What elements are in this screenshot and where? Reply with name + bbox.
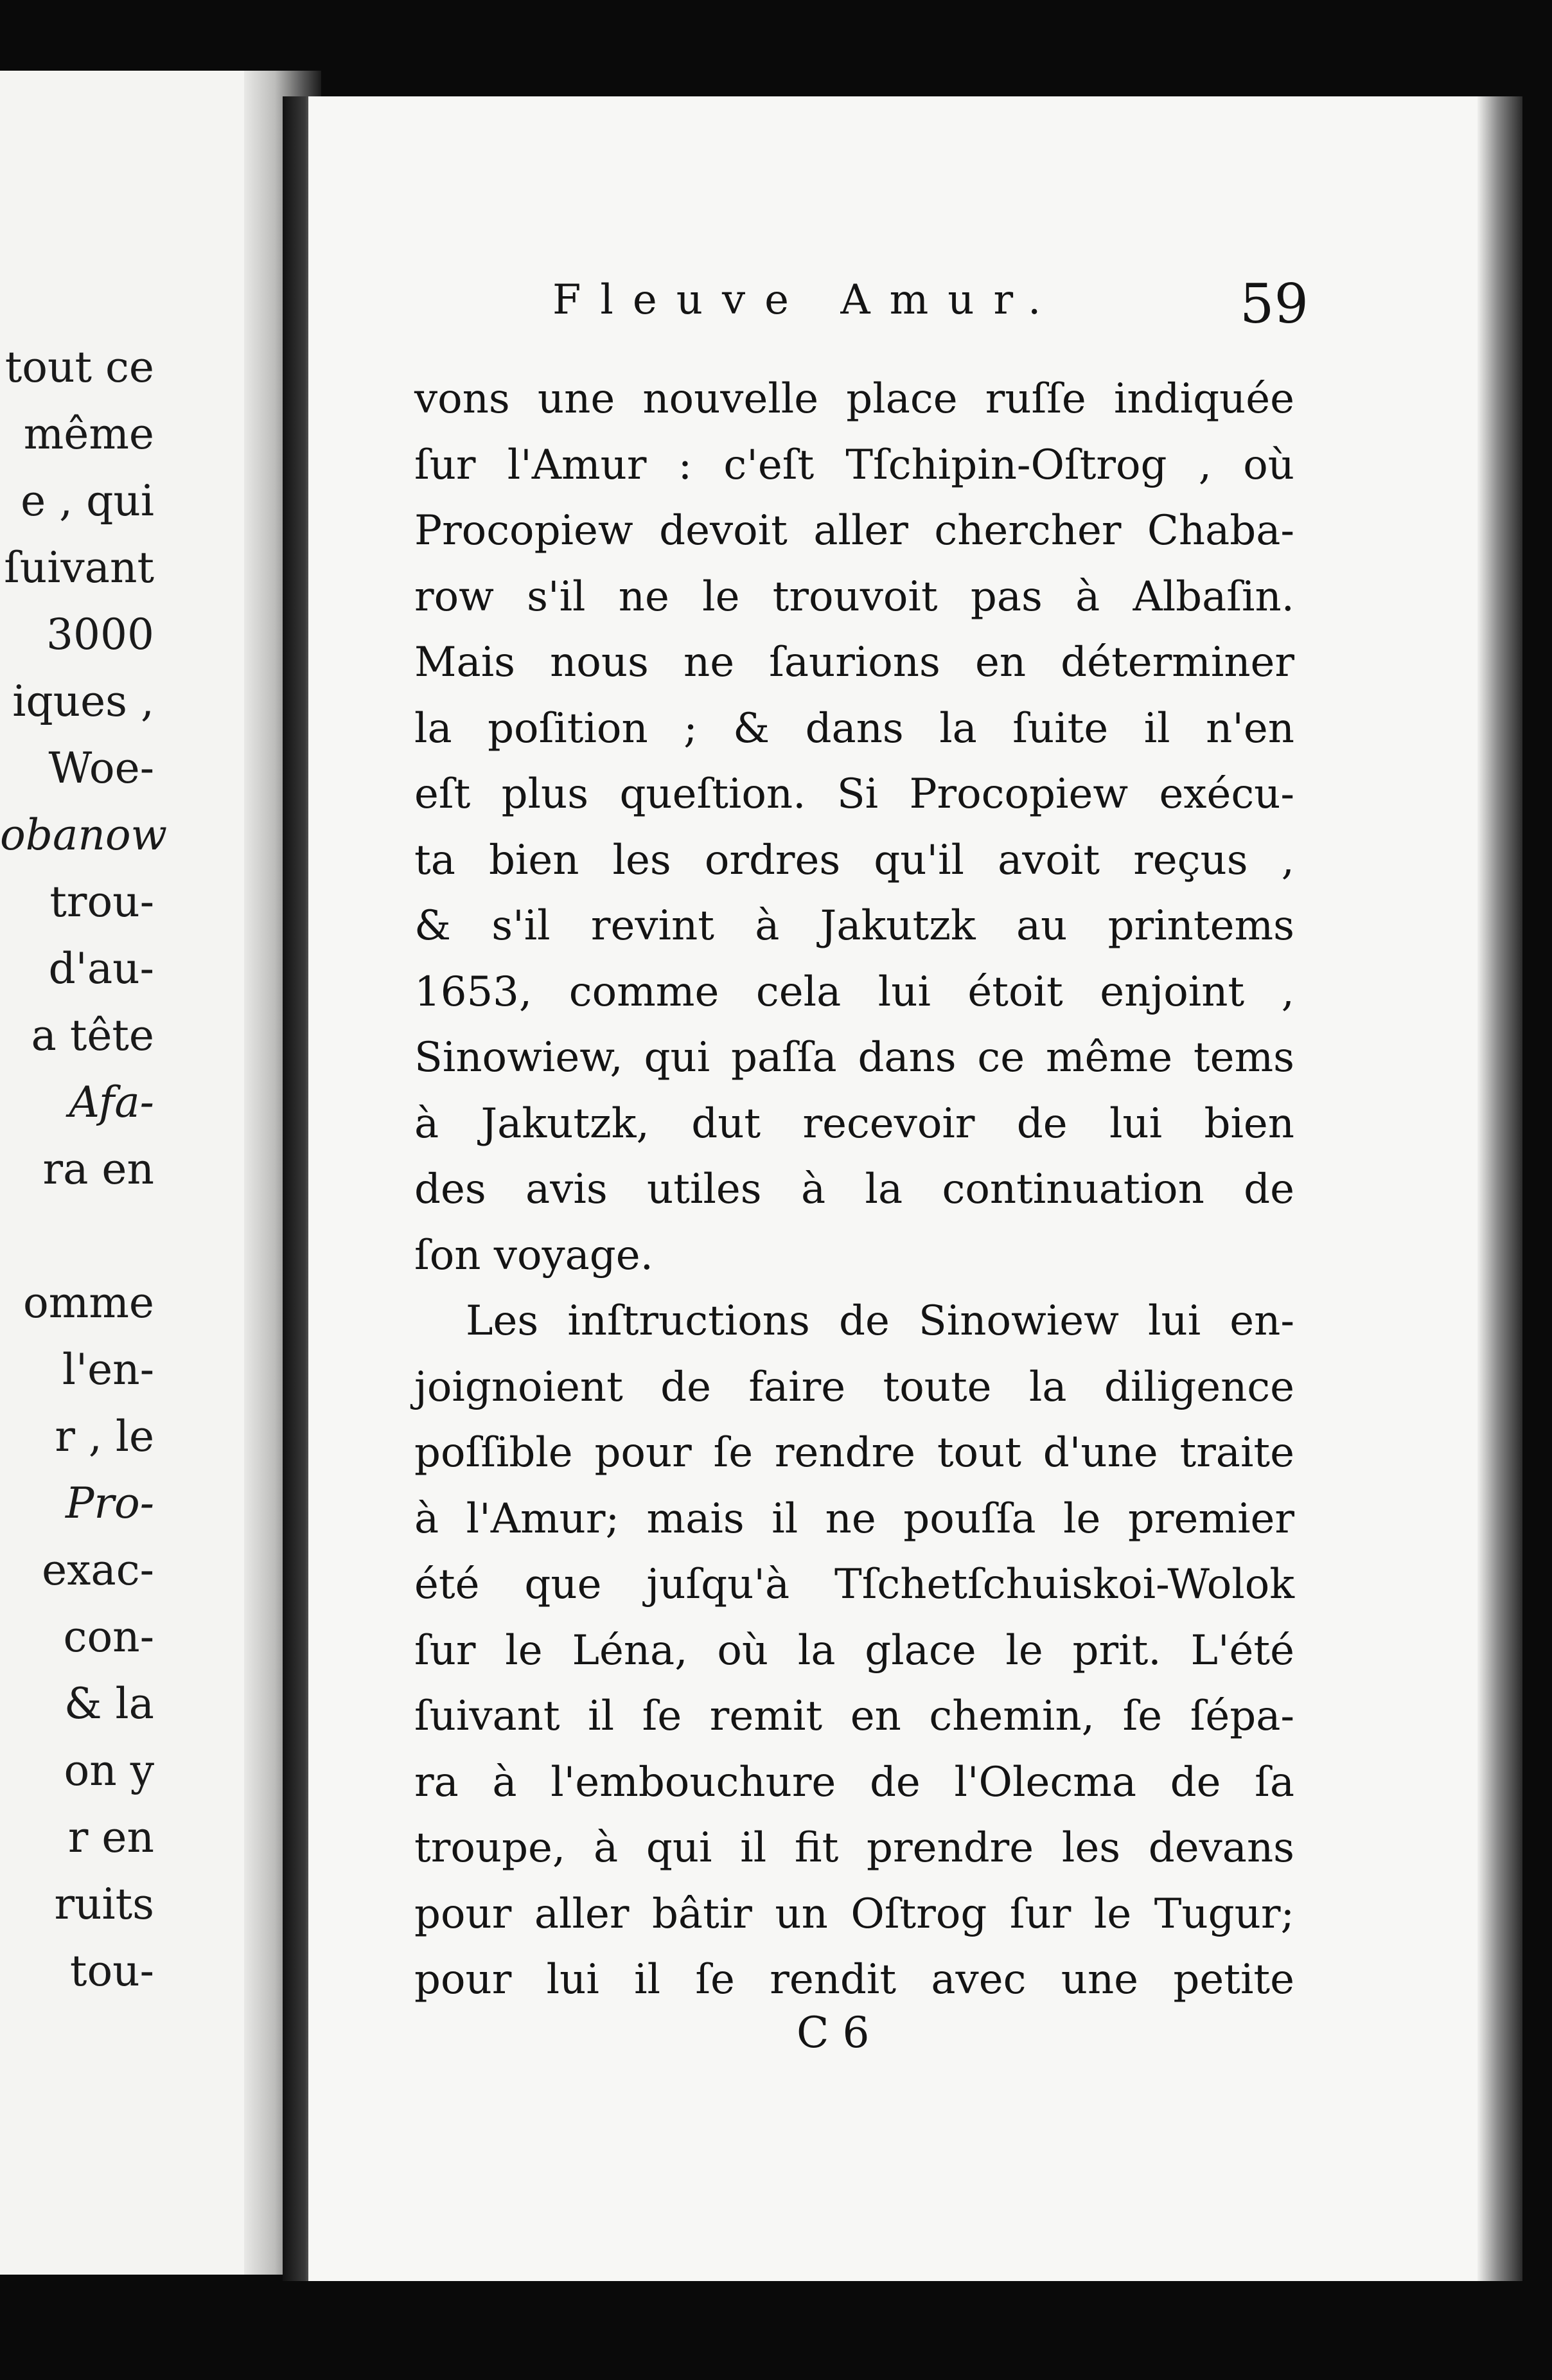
left-line: tout ce: [4, 342, 154, 392]
text-line: Les inſtructions de Sinowiew lui en-: [466, 1297, 1294, 1345]
body-text: [414, 366, 1294, 2013]
left-line: 3000: [46, 610, 154, 659]
left-line: e , qui: [21, 476, 154, 526]
text-line: ſuivant il ſe remit en chemin, ſe ſépa-: [414, 1692, 1294, 1740]
text-line: à Jakutzk, dut recevoir de lui bien: [414, 1099, 1294, 1148]
text-line: ra à l'embouchure de l'Olecma de ſa: [414, 1758, 1294, 1806]
left-line: & la: [64, 1679, 154, 1728]
left-line: r , le: [55, 1412, 154, 1461]
left-page-text: [0, 334, 168, 2005]
left-line: on y: [64, 1746, 154, 1795]
left-line: ra en: [42, 1144, 154, 1194]
left-line: r en: [67, 1813, 154, 1862]
left-line: obanow: [0, 810, 168, 860]
right-page-edge: [1477, 96, 1522, 2281]
left-line: trou-: [49, 877, 154, 927]
left-line: Woe-: [48, 743, 154, 793]
text-line: & s'il revint à Jakutzk au printems: [414, 902, 1294, 950]
left-line: l'en-: [62, 1345, 154, 1394]
text-line: ſon voyage.: [414, 1231, 653, 1279]
left-line: omme: [23, 1278, 154, 1328]
running-title: Fleuve Amur.: [552, 276, 1061, 324]
page-number: 59: [1240, 272, 1309, 335]
left-line: ruits: [54, 1879, 154, 1929]
text-line: pour lui il ſe rendit avec une petite: [414, 1956, 1294, 2003]
text-line: Mais nous ne ſaurions en déterminer: [414, 639, 1294, 686]
left-line: Pro-: [66, 1479, 154, 1528]
left-line: ſuivant: [4, 543, 154, 592]
page-header: [552, 272, 1310, 335]
text-line: des avis utiles à la continuation de: [414, 1166, 1294, 1213]
text-line: ſur le Léna, où la glace le prit. L'été: [414, 1626, 1294, 1674]
text-line: eſt plus queſtion. Si Procopiew exécu-: [414, 770, 1294, 818]
text-line: vons une nouvelle place ruſſe indiquée: [414, 375, 1294, 423]
text-line: joignoient de faire toute la diligence: [414, 1363, 1294, 1411]
text-line: 1653, comme cela lui étoit enjoint ,: [414, 968, 1294, 1016]
text-line: troupe, à qui il fit prendre les devans: [414, 1824, 1294, 1872]
text-line: ſur l'Amur : c'eſt Tſchipin-Oſtrog , où: [414, 441, 1294, 489]
left-line: exac-: [42, 1545, 154, 1595]
text-line: Sinowiew, qui paſſa dans ce même tems: [414, 1034, 1294, 1081]
left-line: a tête: [31, 1011, 154, 1060]
left-line: con-: [63, 1612, 154, 1662]
text-line: row s'il ne le trouvoit pas à Albaſin.: [414, 573, 1294, 621]
text-line: ta bien les ordres qu'il avoit reçus ,: [414, 836, 1294, 884]
left-line: iques ,: [12, 677, 154, 726]
text-line: la poſition ; & dans la ſuite il n'en: [414, 704, 1294, 752]
signature-mark: C 6: [797, 2008, 870, 2057]
left-line-gap: [0, 1203, 154, 1270]
text-line: Procopiew devoit aller chercher Chaba-: [414, 507, 1294, 555]
text-line: à l'Amur; mais il ne pouſſa le premier: [414, 1495, 1294, 1543]
left-line: d'au-: [48, 944, 154, 993]
left-line: tou-: [69, 1946, 154, 1996]
text-line: pour aller bâtir un Oſtrog ſur le Tugur;: [414, 1890, 1294, 1938]
text-line: été que juſqu'à Tſchetſchuiskoi-Wolok: [414, 1561, 1294, 1608]
left-line: même: [23, 409, 154, 459]
left-line: Afa-: [69, 1078, 154, 1127]
text-line: poſſible pour ſe rendre tout d'une traite: [414, 1429, 1294, 1477]
